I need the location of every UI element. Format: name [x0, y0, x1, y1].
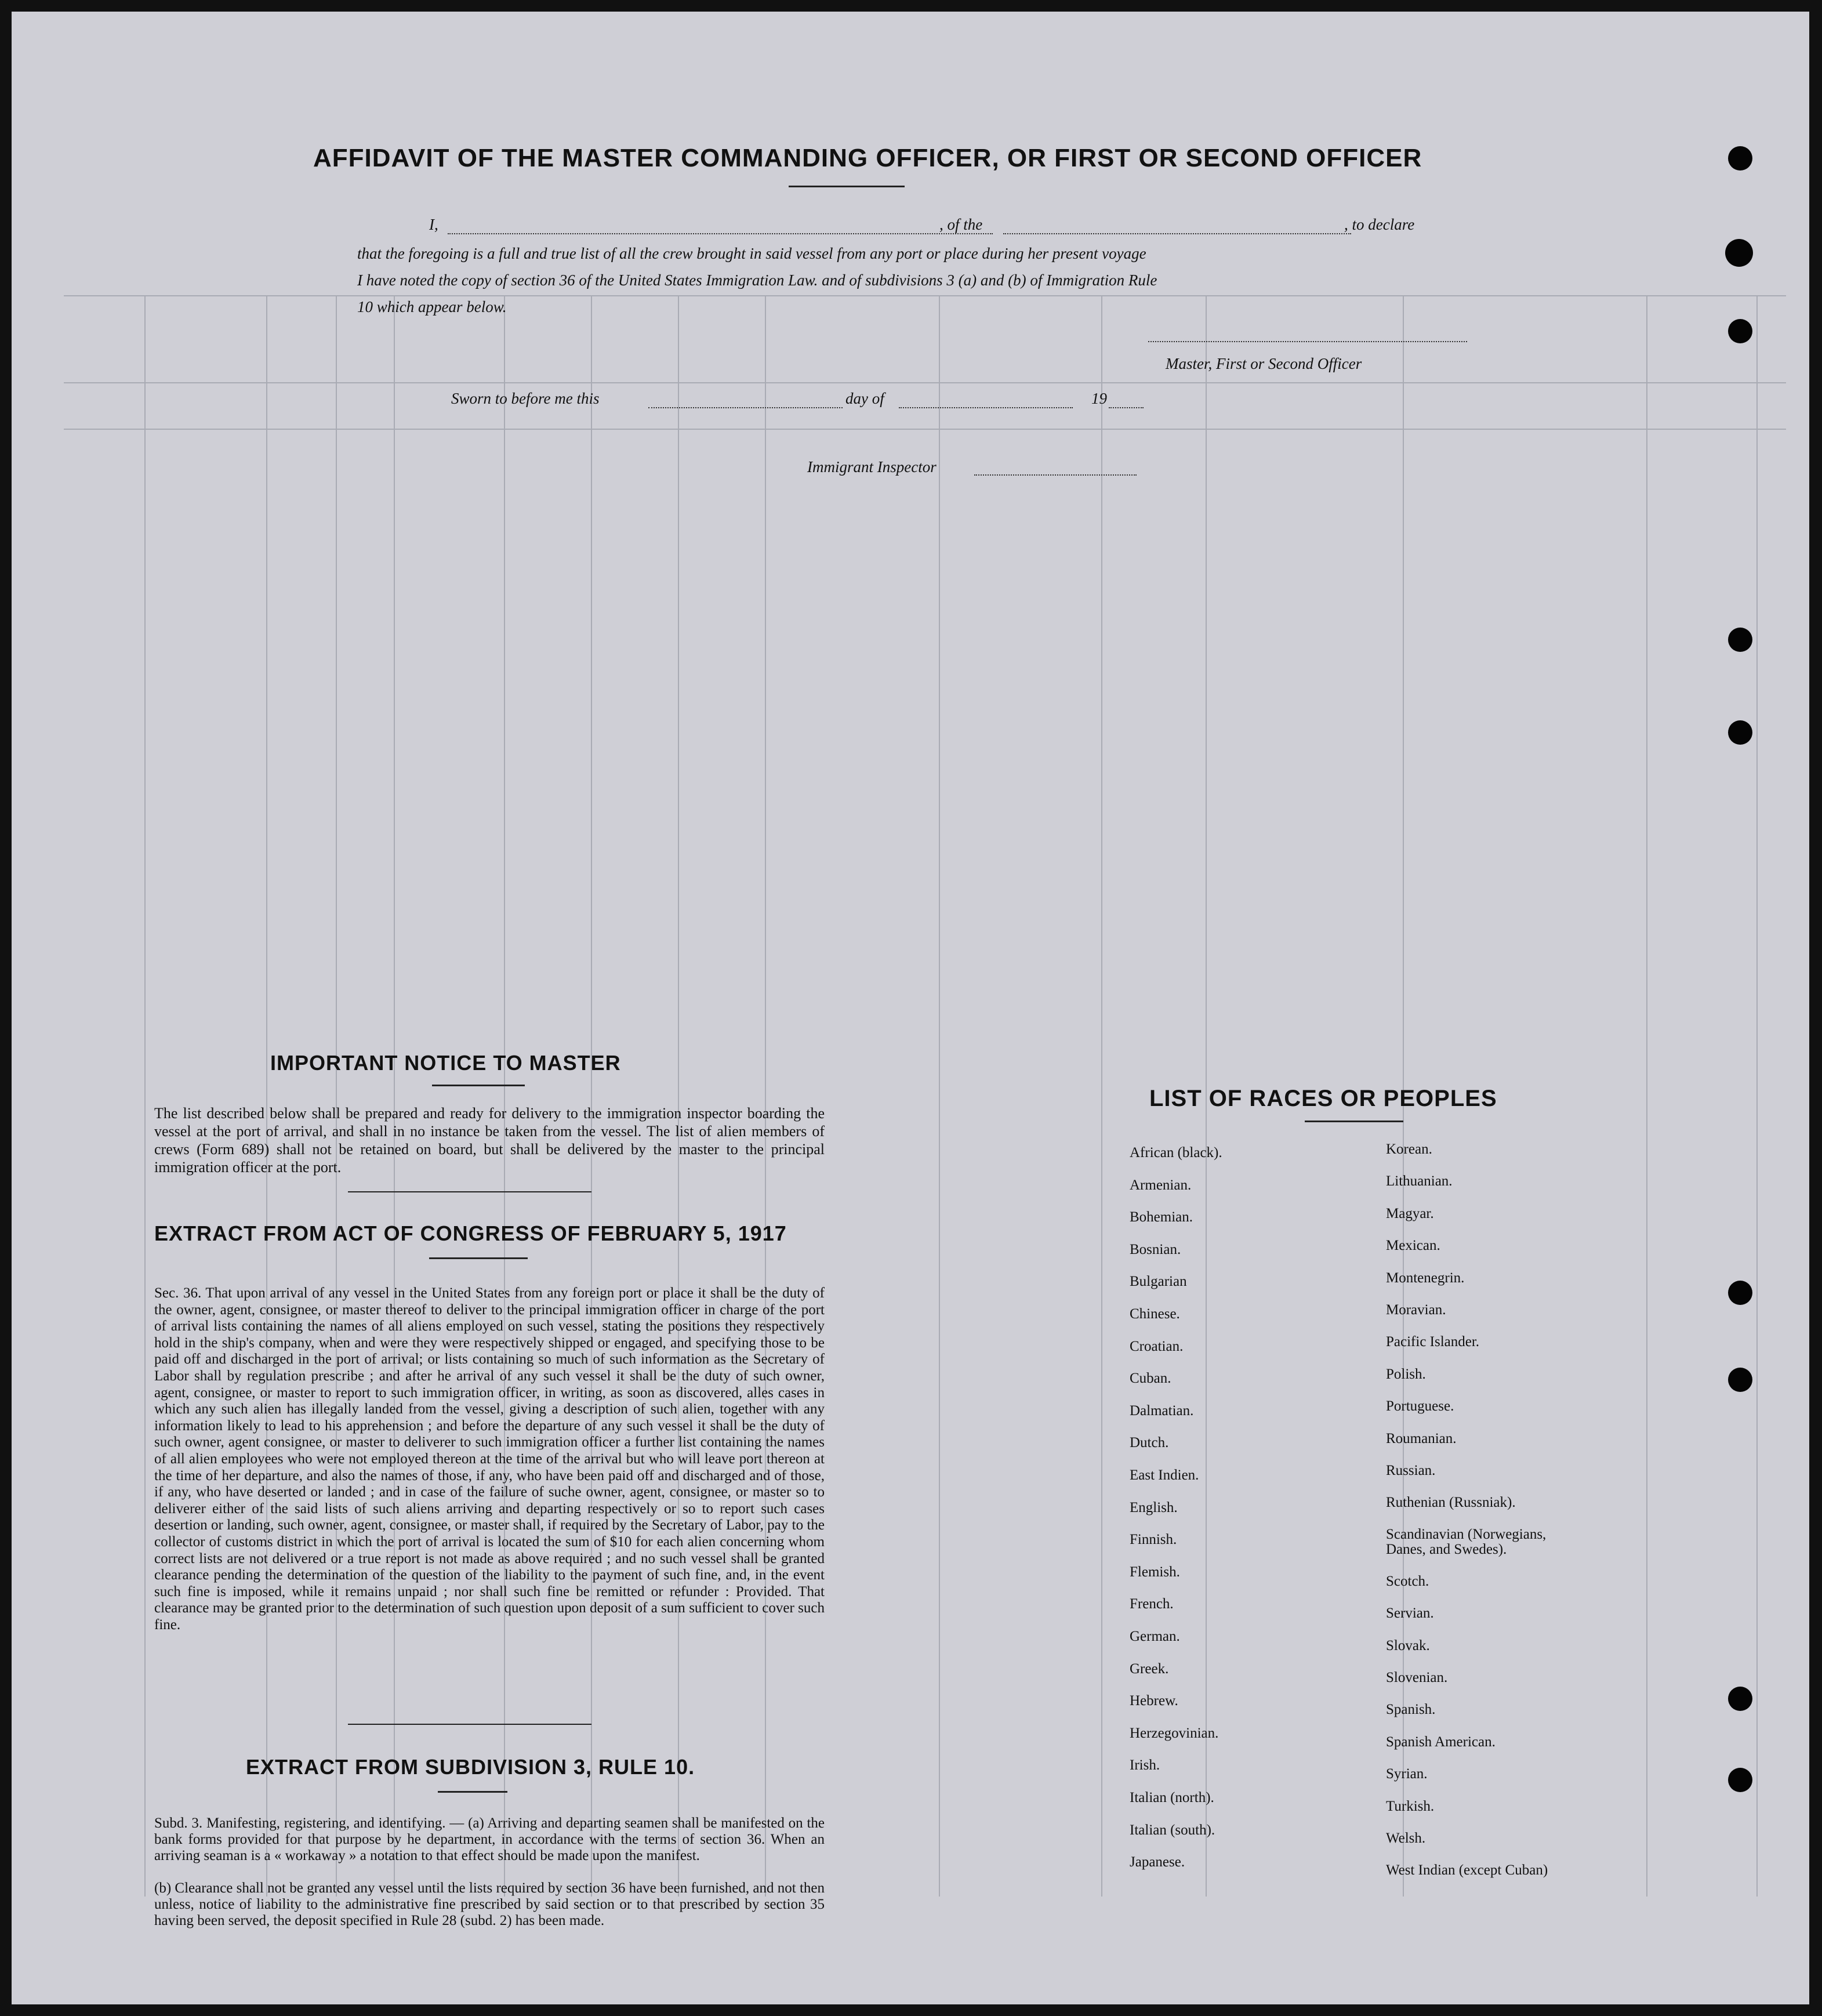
act-underline: [429, 1257, 528, 1259]
punch-hole: [1728, 1687, 1752, 1711]
race-item: Bosnian.: [1130, 1241, 1181, 1257]
inspector-blank[interactable]: [974, 474, 1137, 476]
race-item: Japanese.: [1130, 1854, 1185, 1870]
sworn-date-blank[interactable]: [648, 407, 843, 408]
act-text: Sec. 36. That upon arrival of any vessel in the United States from any foreign port or place it shall be the duty of the owner, agent, consignee, or master thereof to deliver to the principal immigration officer in charge of the port of arrival lists containing the names of all aliens employed on such vessel, stating the positions they respectively hold in the ship's company, when and were they were respectively shipped or engaged, and specifying those to be paid off and discharged in the port of arrival; or lists containing so much of such information as the Secretary of Labor shall by regulation prescribe ; and after he arrival of any such vessel it shall be the duty of such owner, agent, consignee, or master to report to such immigration officer, in writing, as soon as discovered, alles cases in which any such alien has illegally landed from the vessel, giving a description of such alien, together with any information likely to lead to his apprehension ; and before the departure of any such vessel it shall be the duty of such owner, agent consignee, or master to deliverer to such immigration officer a further list containing the names of all alien employees who were not employed thereon at the time of the arrival but who will leave port thereon at the time of her departure, and also the names of those, if any, who have been paid off and discharged and of those, if any, who have deserted or landed ; and in case of the failure of suche owner, agent, consignee, or master so to deliverer either of the said lists of such aliens arriving and departing respectively or so to report such cases desertion or landing, such owner, agent, consignee, or master shall, if required by the Secretary of Labor, pay to the collector of customs district in which the port of arrival is located the sum of $10 for each alien concerning whom correct lists are not delivered or a true report is not made as above required ; and no such vessel shall be granted clearance pending the determination of the question of the liability to the payment of such fine, and, in the event such fine is imposed, while it remains unpaid ; nor shall such fine be remitted or refunder : Provided. That clearance may be granted prior to the determination of such question upon deposit of a sum sufficient to cover such fine.: [154, 1285, 825, 1633]
race-item: Chinese.: [1130, 1306, 1180, 1322]
punch-hole: [1728, 319, 1752, 343]
rule-text-b: (b) Clearance shall not be granted any vessel until the lists required by section 36 have been furnished, and not then unless, notice of liability to the administrative fine prescribed by said section or to that prescribed by section 35 having been served, the deposit specified in Rule 28 (subd. 2) has been made.: [154, 1880, 825, 1928]
race-item: Armenian.: [1130, 1177, 1192, 1193]
punch-hole: [1728, 1768, 1752, 1792]
affidavit-i-label: I,: [429, 216, 438, 233]
race-item: Polish.: [1386, 1366, 1426, 1382]
inspector-label: Immigrant Inspector: [807, 458, 937, 476]
race-item: Lithuanian.: [1386, 1173, 1453, 1190]
race-item: Spanish American.: [1386, 1734, 1496, 1750]
race-item: Bulgarian: [1130, 1274, 1187, 1290]
punch-hole: [1728, 1281, 1752, 1305]
race-item: Pacific Islander.: [1386, 1334, 1480, 1350]
affidavit-line-4: 10 which appear below.: [357, 298, 507, 316]
race-item: Irish.: [1130, 1757, 1160, 1774]
punch-hole: [1728, 720, 1752, 745]
document-page: [12, 12, 1809, 2004]
rule-text-a: Subd. 3. Manifesting, registering, and identifying. — (a) Arriving and departing seamen shall be manifested on the bank forms provided for that purpose by he department, in accordance with the terms of section 36. When an arriving seaman is a « workaway » a notation to that effect should be made upon the manifest.: [154, 1815, 825, 1863]
punch-hole: [1728, 146, 1752, 171]
sworn-month-blank[interactable]: [899, 407, 1073, 408]
race-item: Russian.: [1386, 1463, 1436, 1478]
notice-text: The list described below shall be prepared and ready for delivery to the immigration inspector boarding the vessel at the port of arrival, and shall in no instance be taken from the vessel. The list of alien members of crews (Form 689) shall not be retained on board, but shall be delivered by the master to the principal immigration officer at the port.: [154, 1105, 825, 1176]
race-item: Slovak.: [1386, 1637, 1430, 1654]
punch-hole: [1728, 1368, 1752, 1392]
race-item: Croatian.: [1130, 1338, 1184, 1354]
affidavit-line-3: I have noted the copy of section 36 of the United States Immigration Law. and of subdivisions 3 (a) and (b) of Immigration Rule: [357, 271, 1157, 289]
race-item: Turkish.: [1386, 1798, 1435, 1814]
rule-title: EXTRACT FROM SUBDIVISION 3, RULE 10.: [246, 1755, 695, 1779]
race-item: West Indian (except Cuban): [1386, 1862, 1548, 1879]
bleed-through-grid: [12, 12, 1809, 2004]
sworn-day-label: day of: [845, 390, 884, 407]
notice-underline: [432, 1085, 525, 1086]
race-item: Italian (north).: [1130, 1790, 1214, 1805]
punch-hole: [1725, 239, 1753, 267]
rule-underline: [438, 1791, 507, 1793]
affidavit-title: AFFIDAVIT OF THE MASTER COMMANDING OFFICER, OR FIRST OR SECOND OFFICER: [313, 144, 1422, 172]
race-item: Scandinavian (Norwegians, Danes, and Swedes).: [1386, 1526, 1547, 1557]
race-item: Flemish.: [1130, 1564, 1180, 1580]
races-underline: [1305, 1121, 1403, 1122]
notice-divider: [348, 1191, 591, 1192]
name-blank[interactable]: [448, 233, 993, 234]
race-item: Spanish.: [1386, 1702, 1436, 1718]
race-item: Ruthenian (Russniak).: [1386, 1495, 1516, 1511]
race-item: Dalmatian.: [1130, 1402, 1194, 1419]
affidavit-of-the-label: , of the: [939, 216, 983, 233]
affidavit-line-2: that the foregoing is a full and true list of all the crew brought in said vessel from any port or place during her present voyage: [357, 245, 1146, 262]
sworn-year-label: 19: [1091, 390, 1107, 407]
race-item: Korean.: [1386, 1141, 1432, 1157]
race-item: Cuban.: [1130, 1370, 1171, 1387]
race-item: Dutch.: [1130, 1435, 1169, 1451]
signature-blank[interactable]: [1148, 341, 1467, 342]
race-item: French.: [1130, 1596, 1174, 1612]
race-item: Slovenian.: [1386, 1670, 1448, 1685]
race-item: East Indien.: [1130, 1467, 1199, 1483]
race-item: English.: [1130, 1499, 1178, 1515]
race-item: Welsh.: [1386, 1830, 1426, 1846]
race-item: Mexican.: [1386, 1238, 1440, 1254]
act-divider: [348, 1724, 591, 1725]
notice-title: IMPORTANT NOTICE TO MASTER: [270, 1051, 621, 1075]
signature-label: Master, First or Second Officer: [1166, 355, 1362, 372]
race-item: Bohemian.: [1130, 1209, 1193, 1225]
race-item: Magyar.: [1386, 1205, 1434, 1221]
race-item: African (black).: [1130, 1145, 1222, 1161]
race-item: Roumanian.: [1386, 1430, 1457, 1446]
affidavit-declare-label: , to declare: [1344, 216, 1415, 233]
title-underline: [789, 186, 905, 187]
race-item: Hebrew.: [1130, 1693, 1178, 1709]
race-item: Portuguese.: [1386, 1398, 1454, 1415]
act-title: EXTRACT FROM ACT OF CONGRESS OF FEBRUARY 5, 1917: [154, 1221, 787, 1245]
race-item: Finnish.: [1130, 1532, 1177, 1548]
sworn-label: Sworn to before me this: [451, 390, 600, 407]
race-item: Moravian.: [1386, 1302, 1446, 1318]
punch-hole: [1728, 628, 1752, 652]
sworn-year-blank[interactable]: [1109, 407, 1144, 408]
race-item: German.: [1130, 1629, 1180, 1644]
race-item: Herzegovinian.: [1130, 1725, 1219, 1741]
race-item: Syrian.: [1386, 1766, 1428, 1782]
race-item: Montenegrin.: [1386, 1270, 1465, 1286]
race-item: Greek.: [1130, 1660, 1169, 1677]
races-title: LIST OF RACES OR PEOPLES: [1149, 1086, 1497, 1111]
race-item: Scotch.: [1386, 1573, 1429, 1589]
race-item: Servian.: [1386, 1605, 1434, 1622]
race-item: Italian (south).: [1130, 1822, 1215, 1838]
vessel-blank[interactable]: [1003, 233, 1351, 234]
